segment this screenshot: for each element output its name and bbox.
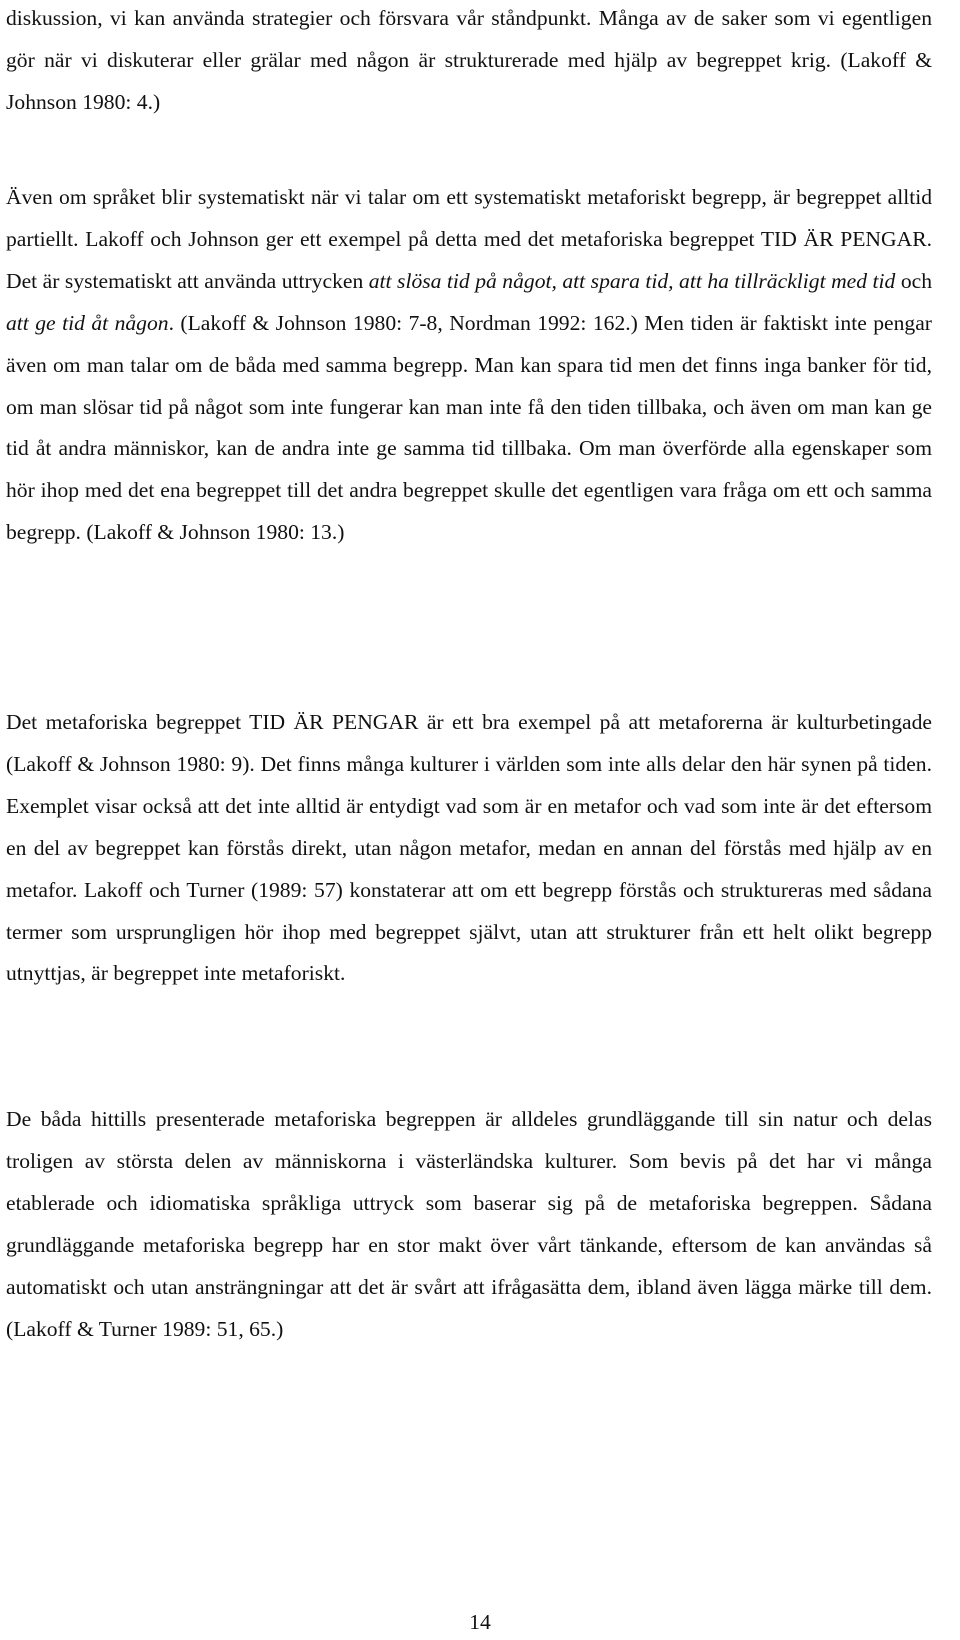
paragraph-2-text-a: Även om språket blir systematiskt när vi talar om ett systematiskt metaforiskt begrepp, är begreppet alltid partiellt. Lakoff och Johnson ger ett exempel på detta med det metaforiska begreppet TID ÄR PENGAR. Det är systematiskt att använda uttrycken xyxy=(6,185,932,293)
paragraph-2 xyxy=(6,177,932,554)
page-number: 14 xyxy=(469,1610,491,1634)
paragraph-2-text-c: . (Lakoff & Johnson 1980: 7-8, Nordman 1992: 162.) Men tiden är faktiskt inte pengar även om man talar om de båda med samma begrepp. Man kan spara tid men det finns inga banker för tid, om man slösar tid på något som inte fungerar kan man inte få den tiden tillbaka, och även om man kan ge tid åt andra människor, kan de andra inte ge samma tid tillbaka. Om man överförde alla egenskaper som hör ihop med det ena begreppet till det andra begreppet skulle det egentligen vara fråga om ett och samma begrepp. (Lakoff & Johnson 1980: 13.) xyxy=(6,310,932,545)
paragraph-2-italic-a: att slösa tid på något, att spara tid, att ha tillräckligt med tid xyxy=(368,268,896,293)
paragraph-2-italic-b: att ge tid åt någon xyxy=(6,310,169,335)
paragraph-2-text-b: och xyxy=(895,268,932,293)
paragraph-4 xyxy=(6,1099,932,1350)
paragraph-3-text: Det metaforiska begreppet TID ÄR PENGAR är ett bra exempel på att metaforerna är kulturbetingade (Lakoff & Johnson 1980: 9). Det finns många kulturer i världen som inte alls delar den här synen på tiden. Exemplet visar också att det inte alltid är entydigt vad som är en metafor och vad som inte är det eftersom en del av begreppet kan förstås direkt, utan någon metafor, medan en annan del förstås med hjälp av en metafor. Lakoff och Turner (1989: 57) konstaterar att om ett begrepp förstås och struktureras med sådana termer som ursprungligen hör ihop med begreppet självt, utan att strukturer från ett helt olikt begrepp utnyttjas, är begreppet inte metaforiskt. xyxy=(6,710,932,986)
paragraph-1-text: diskussion, vi kan använda strategier och försvara vår ståndpunkt. Många av de saker som vi egentligen gör när vi diskuterar eller grälar med någon är strukturerade med hjälp av begreppet krig. (Lakoff & Johnson 1980: 4.) xyxy=(6,6,932,114)
paragraph-4-text: De båda hittills presenterade metaforiska begreppen är alldeles grundläggande till sin natur och delas troligen av största delen av människorna i västerländska kulturer. Som bevis på det har vi många etablerade och idiomatiska språkliga uttryck som baserar sig på de metaforiska begreppen. Sådana grundläggande metaforiska begrepp har en stor makt över vårt tänkande, eftersom de kan användas så automatiskt och utan ansträngningar att det är svårt att ifrågasätta dem, ibland även lägga märke till dem. (Lakoff & Turner 1989: 51, 65.) xyxy=(6,1107,932,1341)
paragraph-1 xyxy=(6,0,932,124)
paragraph-3 xyxy=(6,702,932,995)
